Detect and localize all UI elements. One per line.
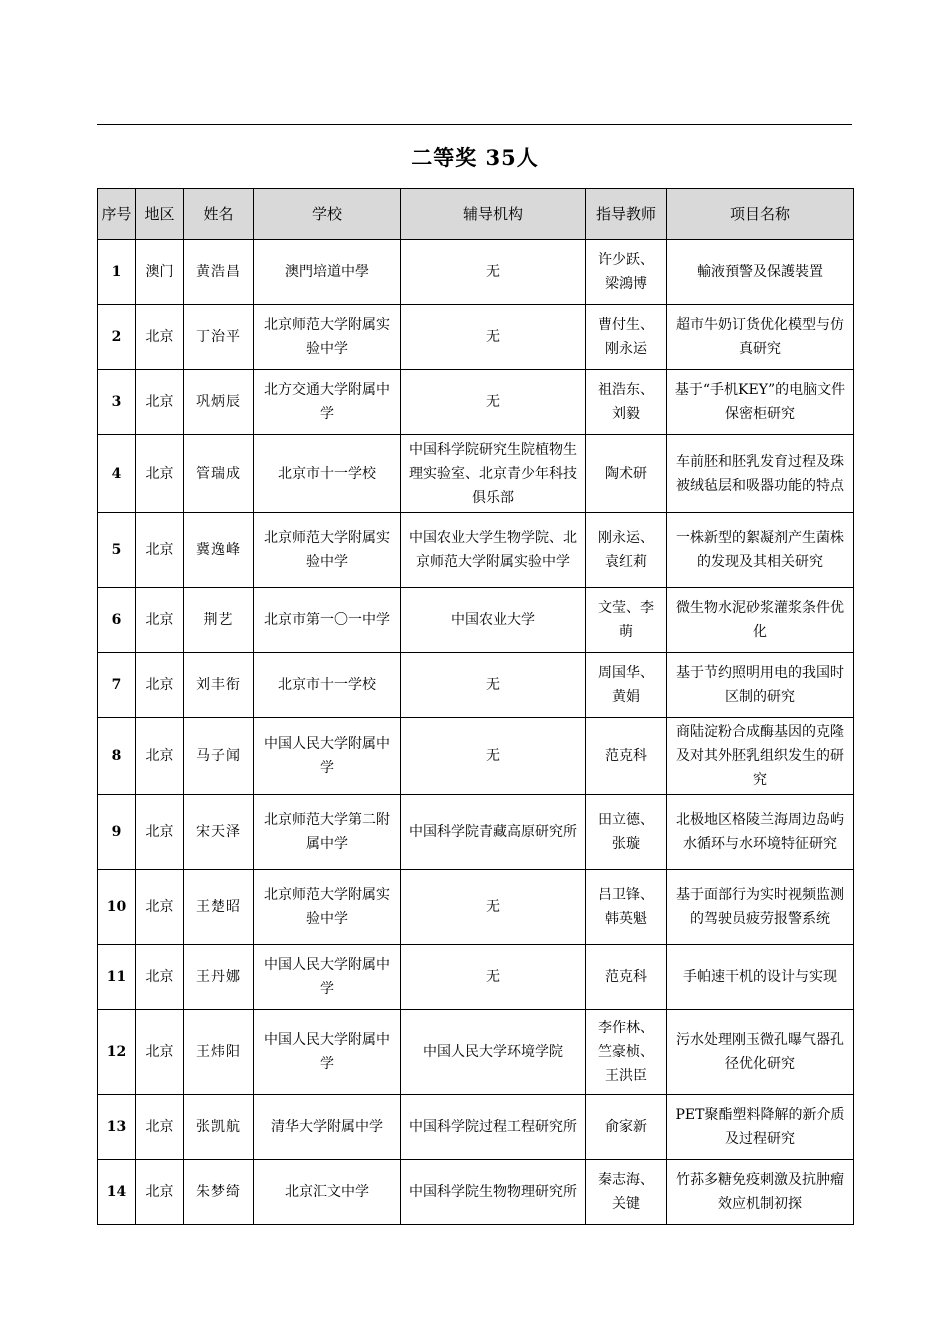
cell-teacher: 刚永运、袁红莉 bbox=[586, 513, 667, 588]
table-row bbox=[98, 513, 854, 588]
cell-name: 荆艺 bbox=[184, 588, 254, 653]
cell-institution: 中国人民大学环境学院 bbox=[401, 1010, 586, 1095]
cell-region: 北京 bbox=[136, 1095, 184, 1160]
cell-seq: 11 bbox=[98, 945, 136, 1010]
cell-institution: 中国科学院生物物理研究所 bbox=[401, 1160, 586, 1225]
header-institution: 辅导机构 bbox=[401, 189, 586, 240]
cell-school: 中国人民大学附属中学 bbox=[254, 718, 401, 795]
cell-teacher: 文莹、李萌 bbox=[586, 588, 667, 653]
header-school: 学校 bbox=[254, 189, 401, 240]
cell-region: 北京 bbox=[136, 370, 184, 435]
table-row bbox=[98, 240, 854, 305]
cell-region: 北京 bbox=[136, 305, 184, 370]
table-row bbox=[98, 653, 854, 718]
cell-project: 基于“手机KEY”的电脑文件保密柜研究 bbox=[667, 370, 854, 435]
cell-name: 宋天泽 bbox=[184, 795, 254, 870]
cell-project: 一株新型的絮凝剂产生菌株的发现及其相关研究 bbox=[667, 513, 854, 588]
cell-seq: 1 bbox=[98, 240, 136, 305]
cell-project: 车前胚和胚乳发育过程及珠被绒毡层和吸器功能的特点 bbox=[667, 435, 854, 513]
cell-school: 北京市第一〇一中学 bbox=[254, 588, 401, 653]
cell-school: 北京市十一学校 bbox=[254, 653, 401, 718]
cell-project: 超市牛奶订货优化模型与仿真研究 bbox=[667, 305, 854, 370]
cell-region: 北京 bbox=[136, 870, 184, 945]
header-region: 地区 bbox=[136, 189, 184, 240]
cell-project: 北极地区格陵兰海周边岛屿水循环与水环境特征研究 bbox=[667, 795, 854, 870]
cell-institution: 无 bbox=[401, 718, 586, 795]
cell-project: 污水处理刚玉微孔曝气器孔径优化研究 bbox=[667, 1010, 854, 1095]
cell-teacher: 秦志海、关键 bbox=[586, 1160, 667, 1225]
cell-institution: 中国科学院青藏高原研究所 bbox=[401, 795, 586, 870]
cell-seq: 3 bbox=[98, 370, 136, 435]
cell-teacher: 周国华、黄娟 bbox=[586, 653, 667, 718]
cell-name: 王丹娜 bbox=[184, 945, 254, 1010]
table-row bbox=[98, 718, 854, 795]
cell-name: 刘丰衔 bbox=[184, 653, 254, 718]
cell-seq: 8 bbox=[98, 718, 136, 795]
cell-project: PET聚酯塑料降解的新介质及过程研究 bbox=[667, 1095, 854, 1160]
cell-teacher: 祖浩东、刘毅 bbox=[586, 370, 667, 435]
cell-project: 微生物水泥砂浆灌浆条件优化 bbox=[667, 588, 854, 653]
cell-project: 基于面部行为实时视频监测的驾驶员疲劳报警系统 bbox=[667, 870, 854, 945]
cell-school: 北京师范大学附属实验中学 bbox=[254, 305, 401, 370]
cell-teacher: 曹付生、刚永运 bbox=[586, 305, 667, 370]
cell-project: 輸液預警及保護裝置 bbox=[667, 240, 854, 305]
table-row bbox=[98, 1010, 854, 1095]
table-row bbox=[98, 795, 854, 870]
cell-seq: 6 bbox=[98, 588, 136, 653]
cell-school: 中国人民大学附属中学 bbox=[254, 945, 401, 1010]
cell-school: 北京师范大学附属实验中学 bbox=[254, 870, 401, 945]
cell-name: 冀逸峰 bbox=[184, 513, 254, 588]
cell-region: 北京 bbox=[136, 588, 184, 653]
cell-region: 北京 bbox=[136, 795, 184, 870]
cell-seq: 10 bbox=[98, 870, 136, 945]
cell-region: 北京 bbox=[136, 513, 184, 588]
cell-institution: 中国农业大学 bbox=[401, 588, 586, 653]
table-row bbox=[98, 1160, 854, 1225]
cell-seq: 2 bbox=[98, 305, 136, 370]
cell-school: 北京市十一学校 bbox=[254, 435, 401, 513]
table-row bbox=[98, 305, 854, 370]
cell-project: 手帕速干机的设计与实现 bbox=[667, 945, 854, 1010]
cell-name: 王炜阳 bbox=[184, 1010, 254, 1095]
cell-name: 张凯航 bbox=[184, 1095, 254, 1160]
cell-teacher: 李作林、竺豪桢、王洪臣 bbox=[586, 1010, 667, 1095]
cell-institution: 无 bbox=[401, 240, 586, 305]
cell-name: 王楚昭 bbox=[184, 870, 254, 945]
cell-school: 北京师范大学第二附属中学 bbox=[254, 795, 401, 870]
table-header-row bbox=[98, 189, 854, 240]
cell-region: 北京 bbox=[136, 1010, 184, 1095]
cell-school: 北京汇文中学 bbox=[254, 1160, 401, 1225]
table-row bbox=[98, 945, 854, 1010]
cell-institution: 无 bbox=[401, 305, 586, 370]
page-title: 二等奖 35人 bbox=[411, 145, 539, 170]
cell-seq: 12 bbox=[98, 1010, 136, 1095]
header-teacher: 指导教师 bbox=[586, 189, 667, 240]
header-name: 姓名 bbox=[184, 189, 254, 240]
cell-seq: 14 bbox=[98, 1160, 136, 1225]
cell-region: 北京 bbox=[136, 1160, 184, 1225]
cell-name: 马子闻 bbox=[184, 718, 254, 795]
cell-teacher: 俞家新 bbox=[586, 1095, 667, 1160]
cell-region: 北京 bbox=[136, 435, 184, 513]
header-rule bbox=[97, 124, 852, 125]
awards-table bbox=[97, 188, 854, 1225]
cell-region: 北京 bbox=[136, 718, 184, 795]
cell-seq: 7 bbox=[98, 653, 136, 718]
cell-teacher: 许少跃、梁鴻博 bbox=[586, 240, 667, 305]
cell-teacher: 陶术研 bbox=[586, 435, 667, 513]
cell-institution: 中国农业大学生物学院、北京师范大学附属实验中学 bbox=[401, 513, 586, 588]
table-row bbox=[98, 588, 854, 653]
table-row bbox=[98, 870, 854, 945]
cell-region: 北京 bbox=[136, 945, 184, 1010]
cell-project: 基于节约照明用电的我国时区制的研究 bbox=[667, 653, 854, 718]
cell-institution: 无 bbox=[401, 370, 586, 435]
cell-name: 管瑞成 bbox=[184, 435, 254, 513]
cell-name: 黄浩昌 bbox=[184, 240, 254, 305]
cell-school: 北方交通大学附属中学 bbox=[254, 370, 401, 435]
cell-institution: 中国科学院过程工程研究所 bbox=[401, 1095, 586, 1160]
cell-institution: 无 bbox=[401, 653, 586, 718]
cell-school: 北京师范大学附属实验中学 bbox=[254, 513, 401, 588]
cell-region: 澳门 bbox=[136, 240, 184, 305]
table-row bbox=[98, 370, 854, 435]
header-seq: 序号 bbox=[98, 189, 136, 240]
table-body bbox=[98, 240, 854, 1225]
cell-seq: 5 bbox=[98, 513, 136, 588]
cell-teacher: 范克科 bbox=[586, 718, 667, 795]
cell-seq: 4 bbox=[98, 435, 136, 513]
cell-project: 竹荪多糖免疫刺激及抗肿瘤效应机制初探 bbox=[667, 1160, 854, 1225]
cell-institution: 无 bbox=[401, 870, 586, 945]
cell-institution: 无 bbox=[401, 945, 586, 1010]
cell-name: 朱梦绮 bbox=[184, 1160, 254, 1225]
cell-school: 澳門培道中學 bbox=[254, 240, 401, 305]
cell-project: 商陆淀粉合成酶基因的克隆及对其外胚乳组织发生的研究 bbox=[667, 718, 854, 795]
header-project: 项目名称 bbox=[667, 189, 854, 240]
cell-institution: 中国科学院研究生院植物生理实验室、北京青少年科技俱乐部 bbox=[401, 435, 586, 513]
cell-region: 北京 bbox=[136, 653, 184, 718]
cell-teacher: 范克科 bbox=[586, 945, 667, 1010]
cell-teacher: 田立德、张璇 bbox=[586, 795, 667, 870]
cell-teacher: 吕卫锋、韩英魁 bbox=[586, 870, 667, 945]
cell-seq: 9 bbox=[98, 795, 136, 870]
cell-school: 清华大学附属中学 bbox=[254, 1095, 401, 1160]
cell-school: 中国人民大学附属中学 bbox=[254, 1010, 401, 1095]
cell-name: 巩炳辰 bbox=[184, 370, 254, 435]
cell-seq: 13 bbox=[98, 1095, 136, 1160]
table-row bbox=[98, 1095, 854, 1160]
table-row bbox=[98, 435, 854, 513]
cell-name: 丁治平 bbox=[184, 305, 254, 370]
